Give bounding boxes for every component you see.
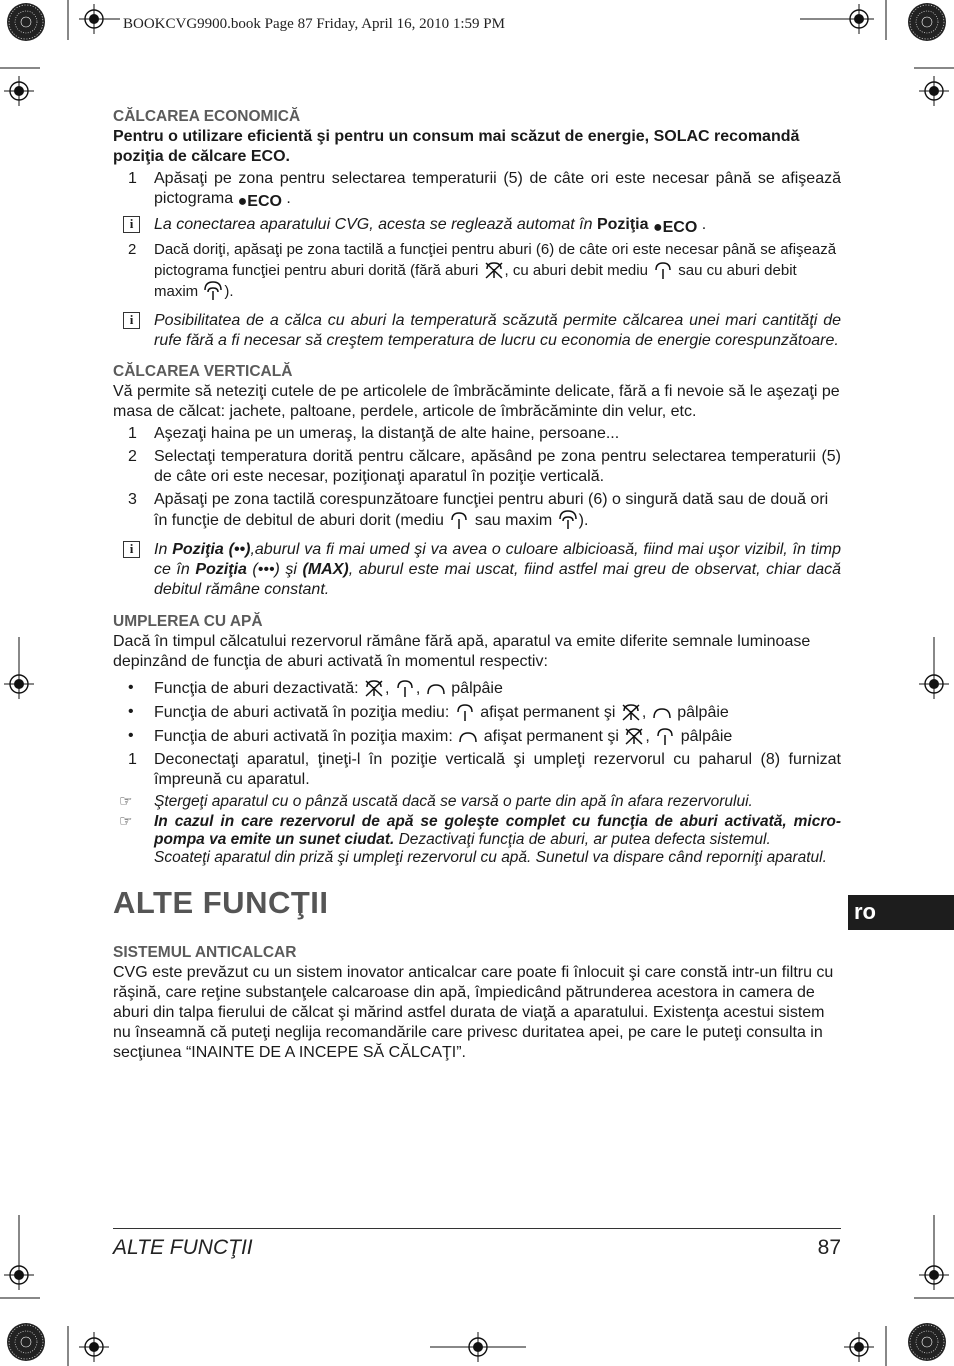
bullet: • xyxy=(128,727,134,744)
eco-step-2-mid: , cu aburi debit mediu xyxy=(504,262,648,279)
water-tip-2-rest: Dezactivaţi funcţia de aburi, ar putea defecta sistemul. xyxy=(394,831,771,848)
eco-step-2-mid2: sau cu aburi debit maxim xyxy=(154,262,797,300)
water-bullet-3-text: Funcţia de aburi activată în poziţia maxim: xyxy=(154,728,453,745)
step-number: 1 xyxy=(128,170,137,187)
bullet-text xyxy=(154,702,841,723)
vertical-note-b: Poziţia (••) xyxy=(172,541,251,558)
vertical-note xyxy=(113,540,841,600)
pointing-hand-icon: ☞ xyxy=(119,813,133,830)
eco-pictogram-icon: ●ECO xyxy=(237,193,282,210)
medium-steam-icon xyxy=(394,678,416,698)
steam-arc-icon xyxy=(425,678,447,698)
water-bullet-2-text: Funcţia de aburi activată în poziţia mediu: xyxy=(154,704,450,721)
bullet-text xyxy=(154,726,841,747)
eco-note-2 xyxy=(113,311,841,351)
vertical-step-3-end: ). xyxy=(578,512,589,529)
eco-step-2-end: ). xyxy=(224,283,234,300)
note-text xyxy=(154,540,841,600)
vertical-note-f: (MAX) xyxy=(302,561,349,578)
language-tab: ro xyxy=(848,895,954,930)
no-steam-icon xyxy=(363,678,385,698)
water-bullet-3-mid: afişat permanent şi xyxy=(483,728,619,745)
footer-section-name: ALTE FUNCŢII xyxy=(113,1236,253,1259)
max-steam-icon xyxy=(557,510,579,530)
water-bullet-3 xyxy=(113,726,841,747)
eco-note-1-end: . xyxy=(701,216,707,233)
footer-divider xyxy=(113,1228,841,1229)
step-number: 1 xyxy=(128,751,137,768)
vertical-step-3-text: Apăsaţi pe zona tactilă corespunzătoare funcţiei pentru aburi (6) o singură dată sau de două ori în funcţie de debitul de aburi dorit (mediu xyxy=(154,491,829,529)
page-content xyxy=(113,107,841,1063)
eco-label: ECO xyxy=(662,219,698,236)
eco-step-1-text: Apăsaţi pe zona pentru selectarea temperaturii (5) de câte ori este necesar până se afişează pictograma xyxy=(154,170,841,207)
steam-arc-icon xyxy=(457,726,479,746)
vertical-step-3-mid: sau maxim xyxy=(474,512,553,529)
info-letter: i xyxy=(123,312,140,329)
chapter-title: ALTE FUNCŢII xyxy=(113,885,329,920)
note-text xyxy=(154,215,841,238)
vertical-step-3 xyxy=(113,490,841,531)
bullet: • xyxy=(128,679,134,696)
step-text xyxy=(154,169,841,212)
water-bullet-2-mid: afişat permanent şi xyxy=(480,704,616,721)
eco-pictogram-icon: ●ECO xyxy=(652,219,698,236)
no-steam-icon xyxy=(620,702,642,722)
eco-step-2 xyxy=(113,240,841,302)
medium-steam-icon xyxy=(652,260,674,280)
eco-note-1-text: La conectarea aparatului CVG, acesta se reglează automat în xyxy=(154,216,593,233)
vertical-intro: Vă permite să neteziţi cutele de pe articolele de îmbrăcăminte delicate, fără a fi nevoie să le aşezaţi pe masa de călcat: jachete, paltoane, perdele, articole de îmbrăcăminte din velur, etc. xyxy=(113,383,840,420)
step-text xyxy=(154,490,841,531)
info-letter: i xyxy=(123,216,140,233)
vertical-step-2 xyxy=(113,447,841,487)
comma: , xyxy=(385,680,390,697)
max-steam-icon xyxy=(202,281,224,301)
comma: , xyxy=(641,704,647,721)
medium-steam-icon xyxy=(448,510,470,530)
file-header: BOOKCVG9900.book Page 87 Friday, April 16, 2010 1:59 PM xyxy=(123,16,505,32)
comma: , xyxy=(415,680,421,697)
tip-text xyxy=(154,813,841,867)
vertical-step-2-text: Selectaţi temperatura dorită pentru călcare, apăsând pe zona pentru selectarea temperaturii (5) de câte ori este necesar, poziţionaţi aparatul în poziţie verticală. xyxy=(154,448,841,485)
vertical-note-a: In xyxy=(154,541,168,558)
water-step-1-text: Deconectaţi aparatul, ţineţi-l în poziţie verticală şi umpleţi rezervorul cu paharul (8) furnizat împreună cu aparatul. xyxy=(154,751,841,788)
vertical-step-1 xyxy=(113,424,841,444)
water-bullet-2 xyxy=(113,702,841,723)
anticalc-body: CVG este prevăzut cu un sistem inovator anticalcar care poate fi înlocuit şi care constă intr-un filtru cu răşină, care reţine substanţele calcaroase din apă, împiedicând pătrunderea acestora in camera de aburi din talpa fierului de călcat şi mărind astfel durata de viaţă a aparatului. Existenţa acestui sistem nu înseamnă că puteţi neglija recomandările care privesc duritatea apei, pe care le puteţi consulta in secţiunea “INAINTE DE A INCEPE SĂ CĂLCAŢI”. xyxy=(113,964,834,1061)
no-steam-icon xyxy=(483,260,505,280)
eco-step-1 xyxy=(113,169,841,212)
eco-step-2-text: Dacă doriţi, apăsaţi pe zona tactilă a funcţiei pentru aburi (6) de câte ori este necesar până se afişează pictograma funcţiei pentru aburi dorită (fără aburi xyxy=(154,241,837,279)
bullet: • xyxy=(128,703,134,720)
steam-arc-icon xyxy=(651,702,673,722)
eco-label: ECO xyxy=(247,193,282,210)
step-text xyxy=(154,240,841,302)
water-tip-2 xyxy=(113,813,841,867)
section-title-anticalc: SISTEMUL ANTICALCAR xyxy=(113,944,297,961)
pointing-hand-icon: ☞ xyxy=(119,793,133,810)
water-bullet-3-end: pâlpâie xyxy=(680,728,733,745)
step-number: 2 xyxy=(128,241,137,258)
water-bullet-1-text: Funcţia de aburi dezactivată: xyxy=(154,680,359,697)
water-tip-1 xyxy=(113,793,841,811)
water-bullet-1 xyxy=(113,678,841,699)
eco-step-1-end: . xyxy=(286,190,291,207)
vertical-note-e: (•••) şi xyxy=(252,561,297,578)
eco-intro: Pentru o utilizare eficientă şi pentru un consum mai scăzut de energie, SOLAC recomandă poziţia de călcare ECO. xyxy=(113,128,800,165)
water-bullet-1-end: pâlpâie xyxy=(451,680,503,697)
section-title-vertical: CĂLCAREA VERTICALĂ xyxy=(113,363,293,380)
section-title-water: UMPLEREA CU APĂ xyxy=(113,613,263,630)
comma: , xyxy=(645,728,650,745)
section-title-eco: CĂLCAREA ECONOMICĂ xyxy=(113,108,301,125)
eco-note-1-bold: Poziţia xyxy=(596,216,649,233)
vertical-note-g: , aburul este mai uscat, fiind astfel mai greu de observat, chiar dacă debitul rămâne constant. xyxy=(154,561,842,598)
page-number: 87 xyxy=(817,1236,841,1259)
eco-note-2-text: Posibilitatea de a călca cu aburi la temperatură scăzută permite călcarea unei mari cantităţi de rufe fără a fi necesar să creştem temperatura de lucru cu economia de energie corespunzătoare. xyxy=(154,312,841,349)
medium-steam-icon xyxy=(454,702,476,722)
info-letter: i xyxy=(123,541,140,558)
water-tip-2-bold: In cazul in care rezervorul de apă se goleşte complet cu funcţia de aburi activată, micro-pompa va emite un sunet ciudat. xyxy=(154,813,841,848)
water-tip-1-text: Ştergeţi aparatul cu o pânză uscată dacă se varsă o parte din apă în afara rezervorului. xyxy=(154,793,753,810)
water-intro: Dacă în timpul călcatului rezervorul rămâne fără apă, aparatul va emite diferite semnale luminoase depinzând de funcţia de aburi activată în momentul respectiv: xyxy=(113,633,811,670)
no-steam-icon xyxy=(623,726,645,746)
step-number: 1 xyxy=(128,425,137,442)
step-number: 3 xyxy=(128,491,137,508)
bullet-text xyxy=(154,678,841,699)
water-tip-2-line2: Scoateţi aparatul din priză şi umpleţi rezervorul cu apă. Sunetul va dispare când reporniţi aparatul. xyxy=(154,849,827,866)
water-bullet-2-end: pâlpâie xyxy=(677,704,729,721)
eco-note-1 xyxy=(113,215,841,238)
vertical-note-c: ,aburul va fi mai umed şi va avea o culoare albicioasă, fiind mai uşor vizibil, în timp ce în xyxy=(154,541,841,578)
vertical-step-1-text: Aşezaţi haina pe un umeraş, la distanţă de alte haine, persoane... xyxy=(154,425,620,442)
water-step-1 xyxy=(113,750,841,790)
medium-steam-icon xyxy=(654,726,676,746)
vertical-note-d: Poziţia xyxy=(195,561,247,578)
step-number: 2 xyxy=(128,448,137,465)
